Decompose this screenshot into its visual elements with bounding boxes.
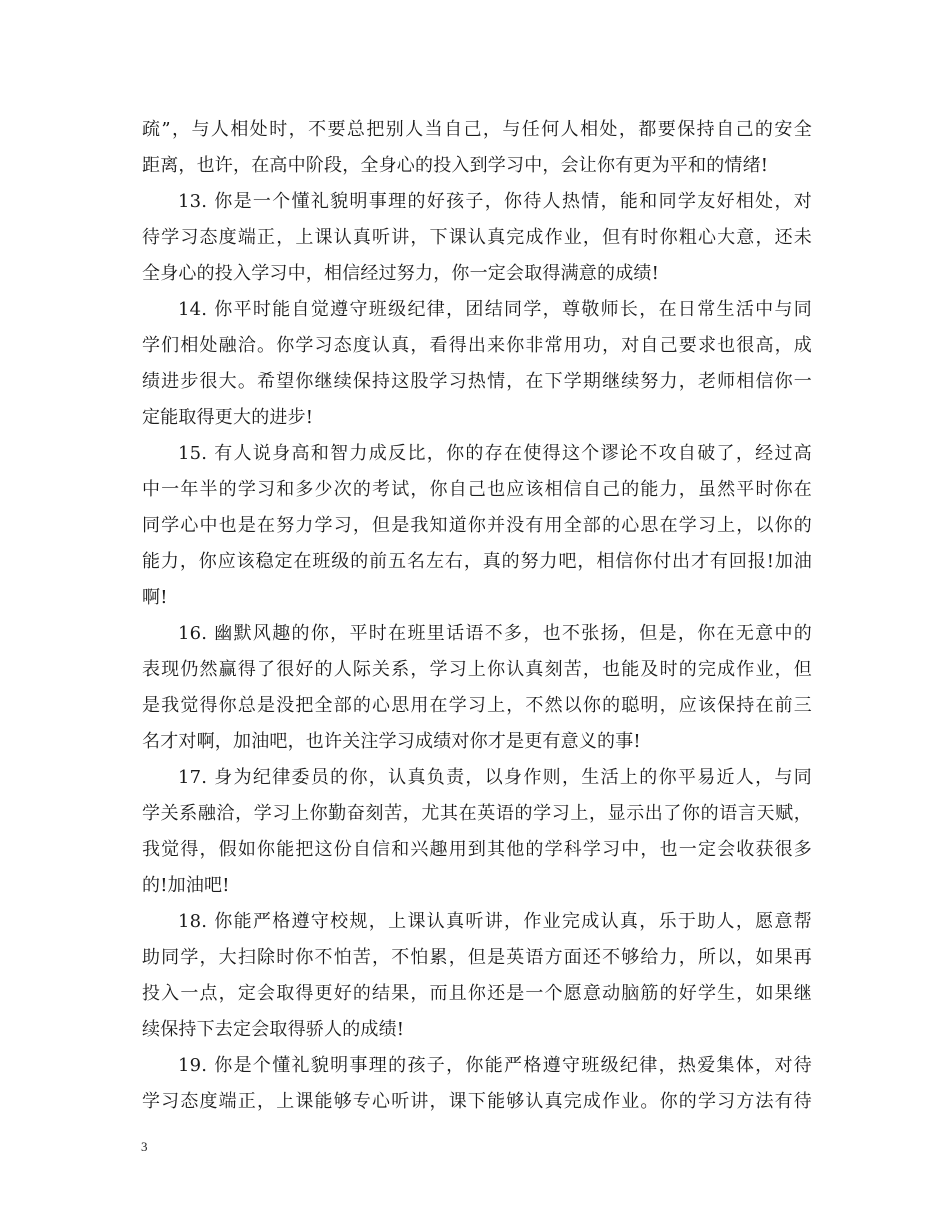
page-number: 3	[141, 1139, 148, 1154]
text-line: 待学习态度端正，上课认真听讲，下课认真完成作业，但有时你粗心大意，还未	[142, 227, 812, 248]
text-line: 18. 你能严格遵守校规，上课认真听讲，作业完成认真，乐于助人，愿意帮	[178, 911, 812, 932]
text-line: 16. 幽默风趣的你，平时在班里话语不多，也不张扬，但是，你在无意中的	[178, 623, 812, 644]
text-line: 我觉得，假如你能把这份自信和兴趣用到其他的学科学习中，也一定会收获很多	[142, 839, 812, 860]
text-line: 绩进步很大。希望你继续保持这股学习热情，在下学期继续努力，老师相信你一	[142, 371, 812, 392]
text-line: 助同学，大扫除时你不怕苦，不怕累，但是英语方面还不够给力，所以，如果再	[142, 947, 812, 968]
text-line: 15. 有人说身高和智力成反比，你的存在使得这个谬论不攻自破了，经过高	[178, 443, 812, 464]
body-text	[142, 112, 812, 1120]
text-line: 的!加油吧!	[142, 875, 230, 896]
text-line: 学们相处融洽。你学习态度认真，看得出来你非常用功，对自己要求也很高，成	[142, 335, 812, 356]
text-line: 同学心中也是在努力学习，但是我知道你并没有用全部的心思在学习上，以你的	[142, 515, 812, 536]
text-line: 距离，也许，在高中阶段，全身心的投入到学习中，会让你有更为平和的情绪!	[142, 155, 769, 176]
text-line: 13. 你是一个懂礼貌明事理的好孩子，你待人热情，能和同学友好相处，对	[178, 191, 812, 212]
text-line: 中一年半的学习和多少次的考试，你自己也应该相信自己的能力，虽然平时你在	[142, 479, 812, 500]
text-line: 14. 你平时能自觉遵守班级纪律，团结同学，尊敬师长，在日常生活中与同	[178, 299, 812, 320]
text-line: 疏”，与人相处时，不要总把别人当自己，与任何人相处，都要保持自己的安全	[142, 119, 812, 140]
text-line: 名才对啊，加油吧，也许关注学习成绩对你才是更有意义的事!	[142, 731, 641, 752]
text-line: 定能取得更大的进步!	[142, 407, 314, 428]
text-line: 投入一点，定会取得更好的结果，而且你还是一个愿意动脑筋的好学生，如果继	[142, 983, 812, 1004]
text-line: 学关系融洽，学习上你勤奋刻苦，尤其在英语的学习上，显示出了你的语言天赋，	[142, 803, 812, 824]
text-line: 续保持下去定会取得骄人的成绩!	[142, 1019, 405, 1040]
text-line: 能力，你应该稳定在班级的前五名左右，真的努力吧，相信你付出才有回报!加油	[142, 551, 812, 572]
text-line: 全身心的投入学习中，相信经过努力，你一定会取得满意的成绩!	[142, 263, 660, 284]
text-line: 学习态度端正，上课能够专心听讲，课下能够认真完成作业。你的学习方法有待	[142, 1091, 812, 1112]
text-line: 17. 身为纪律委员的你，认真负责，以身作则，生活上的你平易近人，与同	[178, 767, 812, 788]
text-line: 啊!	[142, 587, 168, 608]
text-line: 19. 你是个懂礼貌明事理的孩子，你能严格遵守班级纪律，热爱集体，对待	[178, 1055, 812, 1076]
text-line: 是我觉得你总是没把全部的心思用在学习上，不然以你的聪明，应该保持在前三	[142, 695, 812, 716]
text-line: 表现仍然赢得了很好的人际关系，学习上你认真刻苦，也能及时的完成作业，但	[142, 659, 812, 680]
